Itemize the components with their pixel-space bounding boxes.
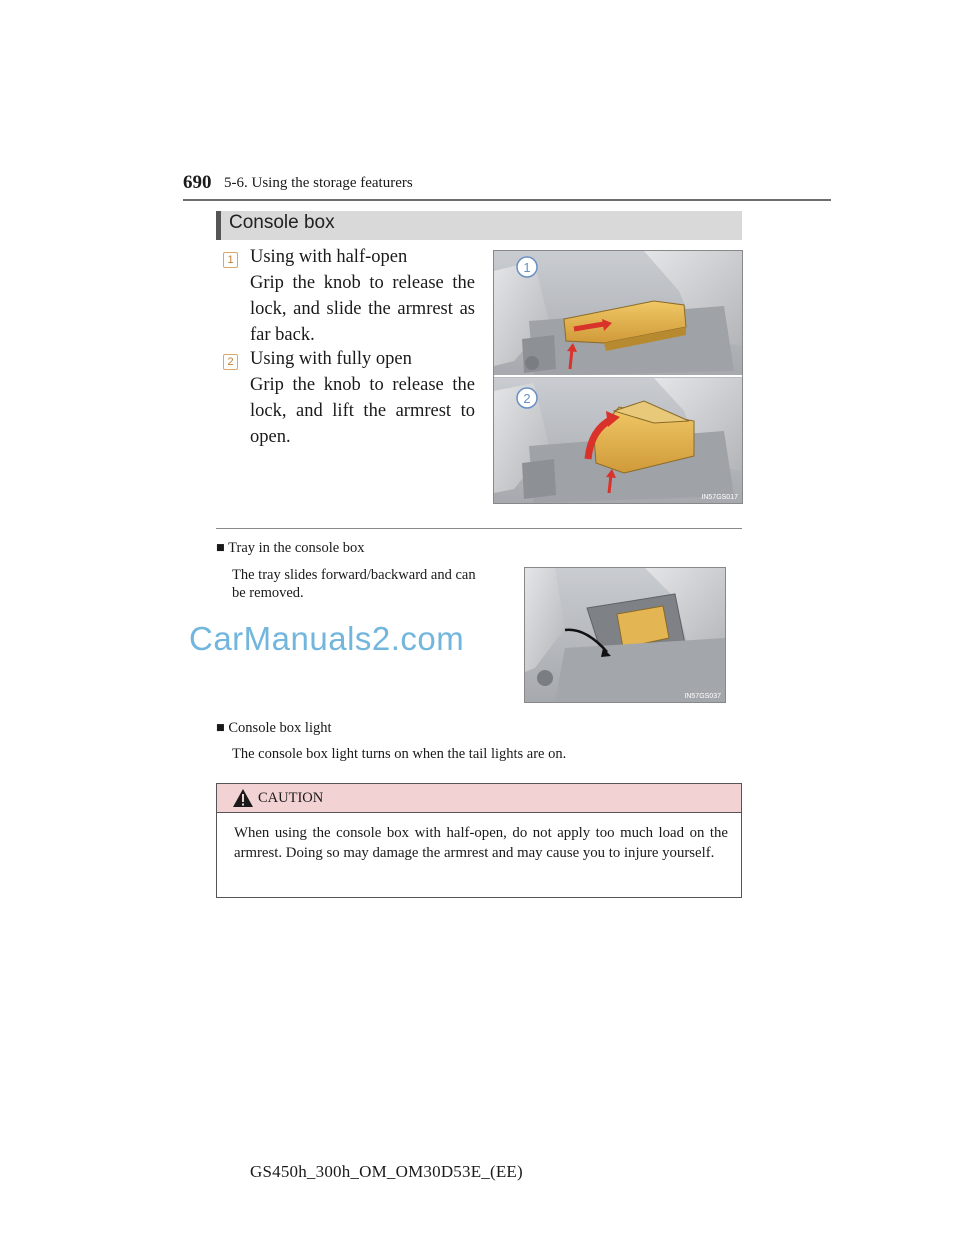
step-1-title: Using with half-open (250, 247, 408, 267)
caution-label: CAUTION (258, 790, 324, 806)
header-rule (183, 199, 831, 201)
note-light-text: The console box light turns on when the tail lights are on. (232, 746, 567, 762)
step-2-number-badge: 2 (223, 354, 238, 370)
running-section-title: 5-6. Using the storage featurers (224, 175, 413, 191)
step-1-line-1: Grip the knob to release the (250, 273, 475, 293)
warning-triangle-icon (232, 788, 254, 813)
section-divider (216, 528, 742, 529)
callout-1: 1 (523, 260, 531, 275)
watermark: CarManuals2.com (189, 620, 465, 657)
step-2-line-1: Grip the knob to release the (250, 375, 475, 395)
page-number: 690 (183, 172, 212, 193)
tray-figure-code: IN57GS037 (684, 693, 721, 700)
step-1-number-badge: 1 (223, 252, 238, 268)
note-tray-line-1: The tray slides forward/backward and can (232, 567, 476, 583)
caution-text: When using the console box with half-open, do not apply too much load on the armrest. Doing so may damage the armrest and may cause you to injure yourself. (234, 825, 728, 861)
step-1-line-3: far back. (250, 325, 315, 345)
note-tray-line-2: be removed. (232, 585, 304, 601)
console-box-illustration (493, 250, 743, 504)
step-2-line-2: lock, and lift the armrest to (250, 401, 475, 421)
console-tray-illustration (524, 567, 726, 703)
manual-code-footer: GS450h_300h_OM_OM30D53E_(EE) (250, 1162, 523, 1181)
section-heading: Console box (229, 212, 335, 233)
figure-code: IN57GS017 (701, 494, 738, 501)
step-2-title: Using with fully open (250, 349, 412, 369)
black-square-icon: ■ (216, 720, 225, 736)
black-square-icon: ■ (216, 540, 225, 556)
console-tray-illustration-drawing (525, 568, 725, 702)
step-1-line-2: lock, and slide the armrest as (250, 299, 475, 319)
note-tray-title-row (216, 540, 365, 557)
note-light-title: Console box light (228, 720, 332, 736)
section-heading-accent (216, 211, 221, 240)
callout-2: 2 (523, 391, 531, 406)
console-box-illustration-drawing (494, 251, 742, 503)
note-light-title-row (216, 720, 332, 737)
step-2-line-3: open. (250, 427, 291, 447)
note-tray-title: Tray in the console box (228, 540, 365, 556)
